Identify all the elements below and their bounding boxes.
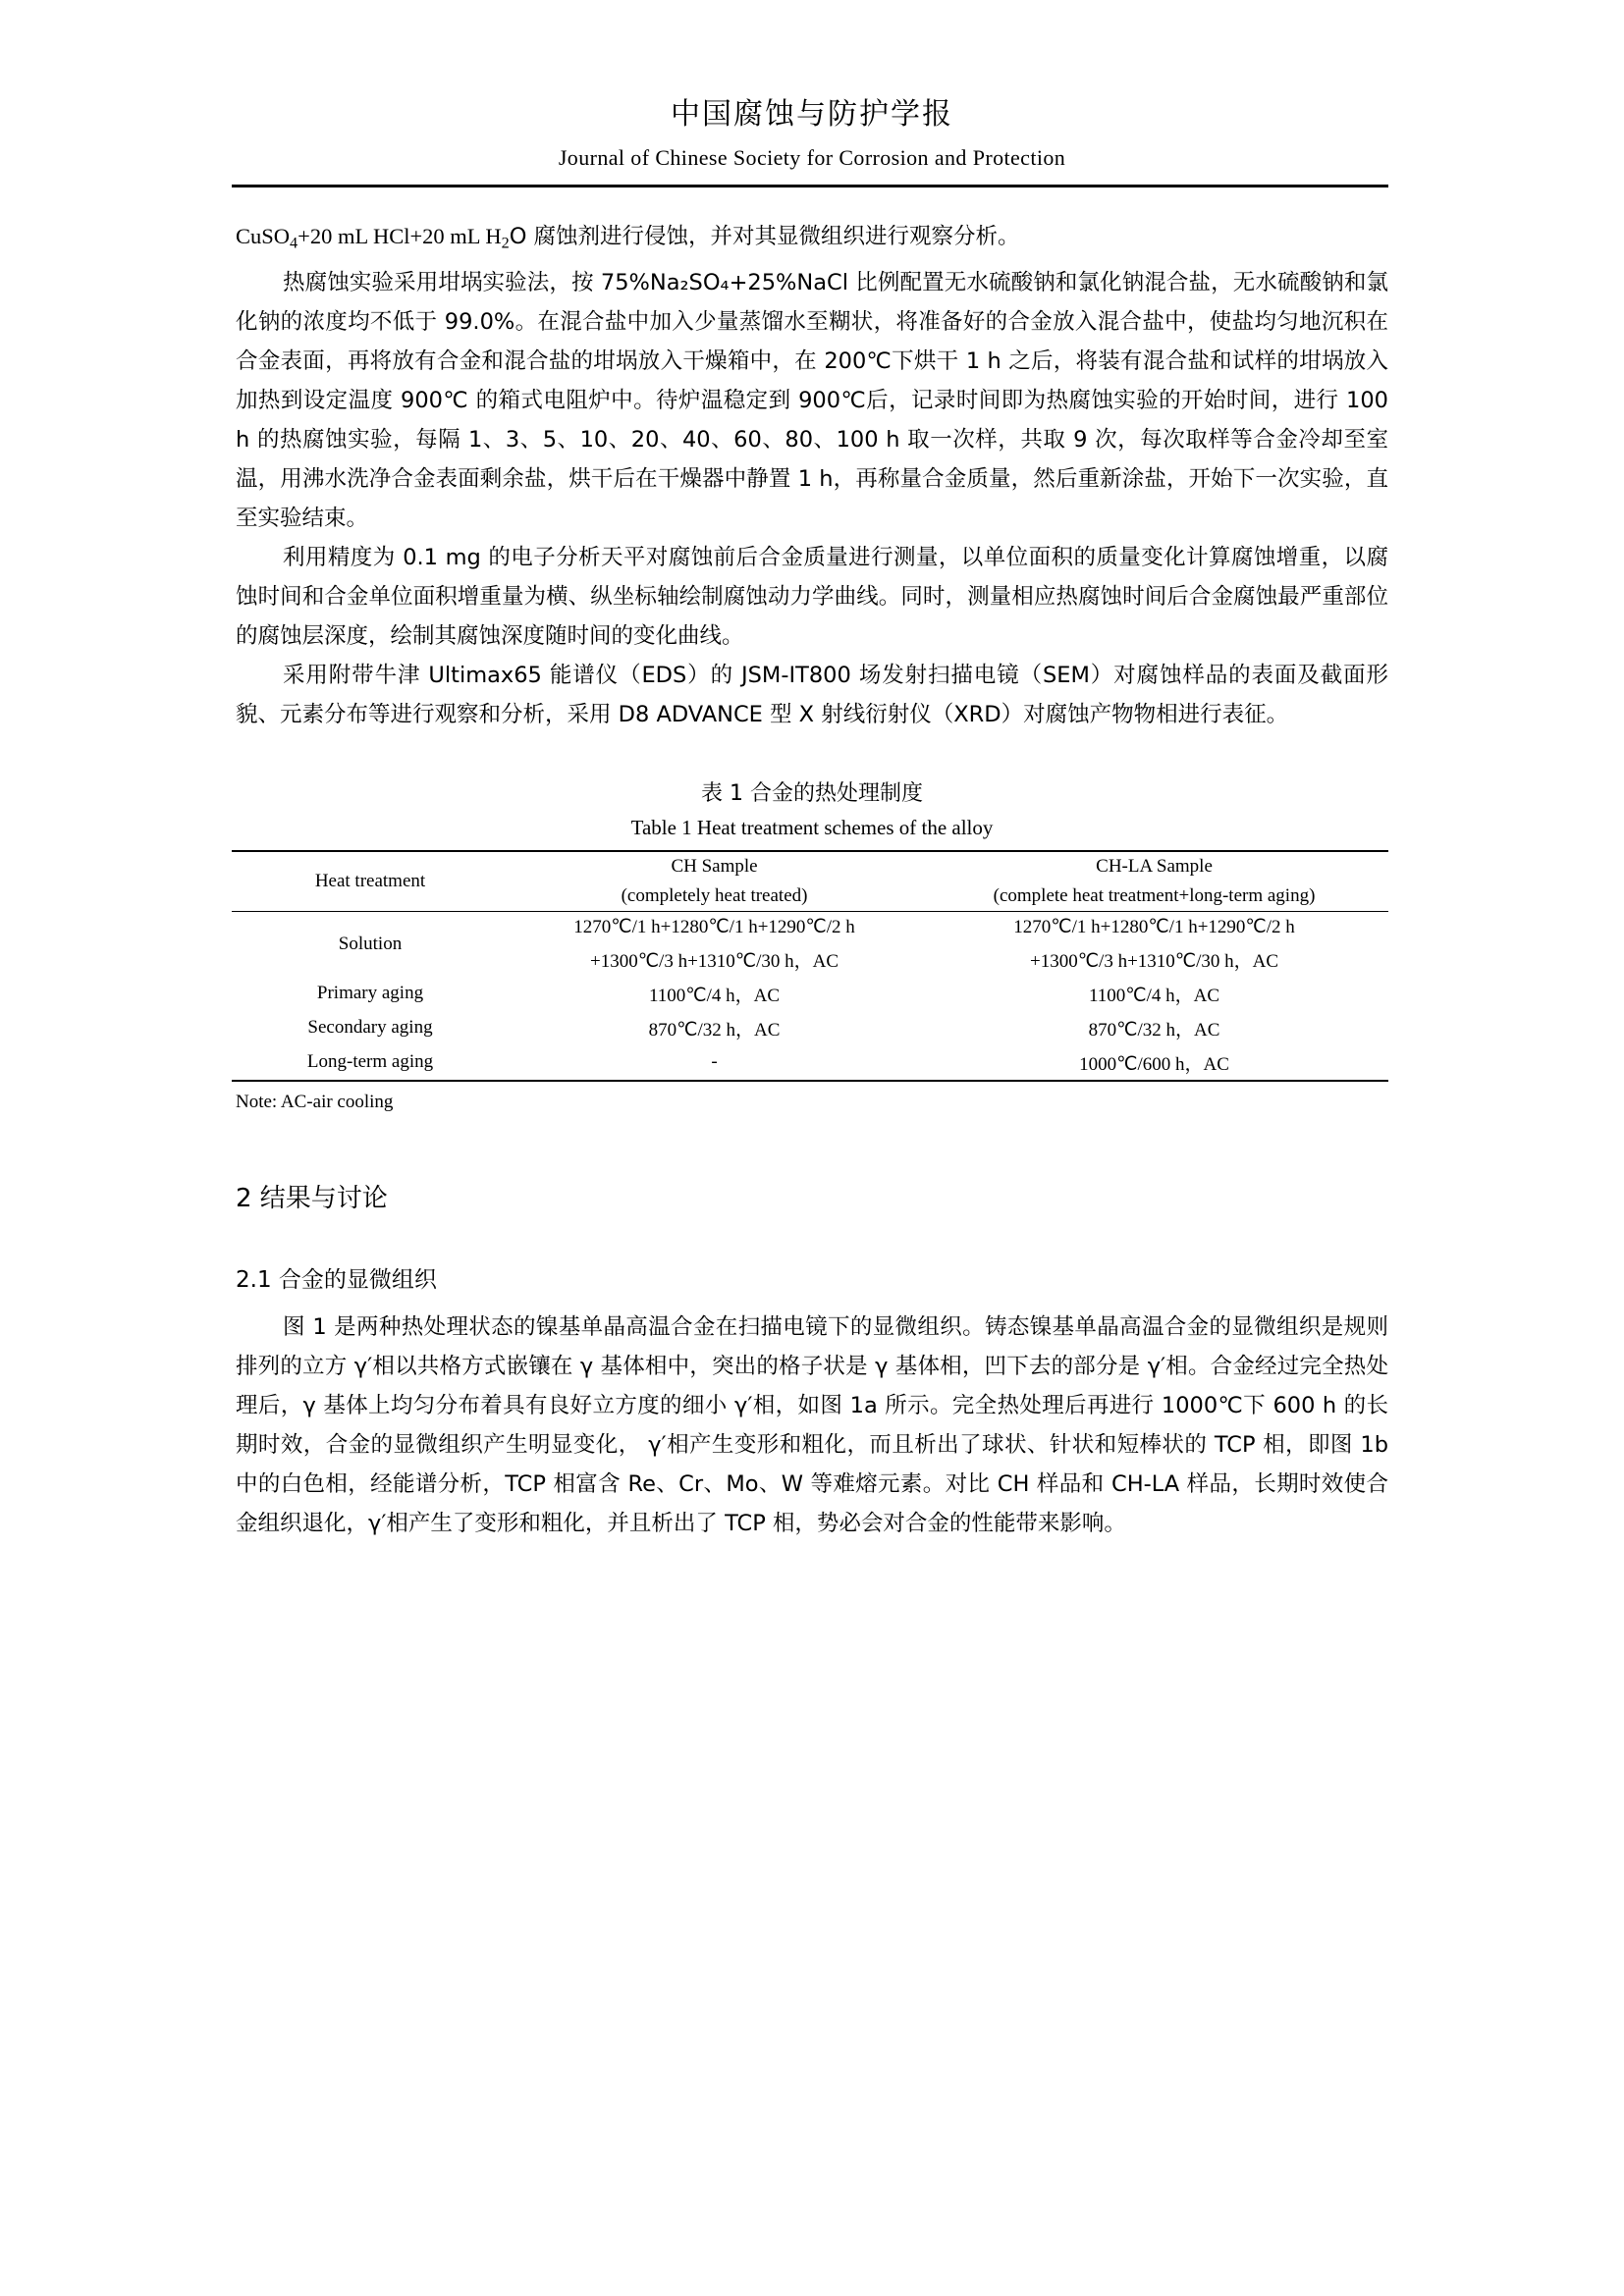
table-1-caption-cn: 表 1 合金的热处理制度 — [701, 780, 923, 806]
section-2-heading: 2 结果与讨论 — [236, 1183, 388, 1213]
row-label-solution: Solution — [232, 911, 509, 977]
cell-primary-aging-chla: 1100℃/4 h，AC — [1088, 985, 1220, 1006]
table-header-row — [232, 851, 1388, 881]
cell-solution-ch-line2: +1300℃/3 h+1310℃/30 h，AC — [589, 950, 839, 972]
paragraph-2: 热腐蚀实验采用坩埚实验法，按 75%Na₂SO₄+25%NaCl 比例配置无水硫酸钠和氯化钠混合盐，无水硫酸钠和氯化钠的浓度均不低于 99.0%。在混合盐中加入少量蒸馏水至糊状，将准备好的合金放入混合盐中，使盐均匀地沉积在合金表面，再将放有合金和混合盐的坩埚放入干燥箱中，在 200℃下烘干 1 h 之后，将装有混合盐和试样的坩埚放入加热到设定温度 900℃ 的箱式电阻炉中。待炉温稳定到 900℃后，记录时间即为热腐蚀实验的开始时间，进行 100 h 的热腐蚀实验，每隔 1、3、5、10、20、40、60、80、100 h 取一次样，共取 9 次，每次取样等合金冷却至室温，用沸水洗净合金表面剩余盐，烘干后在干燥器中静置 1 h，再称量合金质量，然后重新涂盐，开始下一次实验，直至实验结束。 — [236, 269, 1388, 531]
cell-secondary-aging-chla: 870℃/32 h，AC — [1088, 1019, 1220, 1041]
paragraph-1-formula-prefix: CuSO — [236, 224, 291, 248]
paragraph-1 — [236, 217, 1388, 263]
paragraph-1-text: O 腐蚀剂进行侵蚀，并对其显微组织进行观察分析。 — [509, 224, 1020, 249]
table-header-treatment: Heat treatment — [232, 851, 509, 912]
heat-treatment-table — [232, 850, 1388, 1082]
cell-solution-chla-line2: +1300℃/3 h+1310℃/30 h，AC — [1029, 950, 1279, 972]
table-header-ch-line2: (completely heat treated) — [621, 884, 808, 906]
journal-title-en: Journal of Chinese Society for Corrosion and Protection — [558, 145, 1066, 170]
section-2-1-heading: 2.1 合金的显微组织 — [236, 1266, 437, 1293]
row-label-secondary-aging: Secondary aging — [307, 1017, 433, 1039]
paragraph-4: 采用附带牛津 Ultimax65 能谱仪（EDS）的 JSM-IT800 场发射扫描电镜（SEM）对腐蚀样品的表面及截面形貌、元素分布等进行观察和分析，采用 D8 ADVANCE 型 X 射线衍射仪（XRD）对腐蚀产物物相进行表征。 — [236, 662, 1388, 727]
table-row — [232, 977, 1388, 1011]
table-row — [232, 1011, 1388, 1045]
table-note: Note: AC-air cooling — [236, 1091, 394, 1112]
header-divider — [232, 185, 1388, 187]
table-1-caption-en: Table 1 Heat treatment schemes of the alloy — [630, 815, 994, 839]
cell-long-term-aging-ch: - — [509, 1045, 920, 1081]
table-header-chla-line2: (complete heat treatment+long-term aging) — [993, 884, 1316, 906]
paragraph-3: 利用精度为 0.1 mg 的电子分析天平对腐蚀前后合金质量进行测量，以单位面积的质量变化计算腐蚀增重，以腐蚀时间和合金单位面积增重量为横、纵坐标轴绘制腐蚀动力学曲线。同时，测量相应热腐蚀时间后合金腐蚀最严重部位的腐蚀层深度，绘制其腐蚀深度随时间的变化曲线。 — [236, 544, 1388, 649]
cell-primary-aging-ch: 1100℃/4 h，AC — [648, 985, 781, 1006]
paragraph-1-formula-mid: +20 mL HCl+20 mL H — [298, 224, 502, 248]
journal-title-cn: 中国腐蚀与防护学报 — [671, 97, 953, 132]
cell-secondary-aging-ch: 870℃/32 h，AC — [648, 1019, 781, 1041]
table-header-chla-line1: CH-LA Sample — [920, 851, 1388, 881]
cell-solution-chla-line1: 1270℃/1 h+1280℃/1 h+1290℃/2 h — [920, 911, 1388, 942]
paragraph-5: 图 1 是两种热处理状态的镍基单晶高温合金在扫描电镜下的显微组织。铸态镍基单晶高温合金的显微组织是规则排列的立方 γ′相以共格方式嵌镶在 γ 基体相中，突出的格子状是 γ 基体相，凹下去的部分是 γ′相。合金经过完全热处理后，γ 基体上均匀分布着具有良好立方度的细小 γ′相，如图 1a 所示。完全热处理后再进行 1000℃下 600 h 的长期时效，合金的显微组织产生明显变化， γ′相产生变形和粗化，而且析出了球状、针状和短棒状的 TCP 相，即图 1b 中的白色相，经能谱分析，TCP 相富含 Re、Cr、Mo、W 等难熔元素。对比 CH 样品和 CH-LA 样品，长期时效使合金组织退化，γ′相产生了变形和粗化，并且析出了 TCP 相，势必会对合金的性能带来影响。 — [236, 1313, 1388, 1536]
table-row — [232, 911, 1388, 942]
paragraph-1-sub-4: 4 — [290, 234, 298, 252]
cell-solution-ch-line1: 1270℃/1 h+1280℃/1 h+1290℃/2 h — [509, 911, 920, 942]
table-header-ch-line1: CH Sample — [509, 851, 920, 881]
table-1-block — [236, 777, 1388, 1113]
journal-masthead — [236, 0, 1388, 171]
row-label-primary-aging: Primary aging — [316, 983, 424, 1004]
cell-long-term-aging-chla: 1000℃/600 h，AC — [920, 1045, 1388, 1081]
row-label-long-term-aging: Long-term aging — [232, 1045, 509, 1081]
body-content — [236, 217, 1388, 734]
paragraph-1-sub-2: 2 — [501, 234, 510, 252]
section-2-1-content — [236, 1308, 1388, 1543]
table-row — [232, 1045, 1388, 1081]
